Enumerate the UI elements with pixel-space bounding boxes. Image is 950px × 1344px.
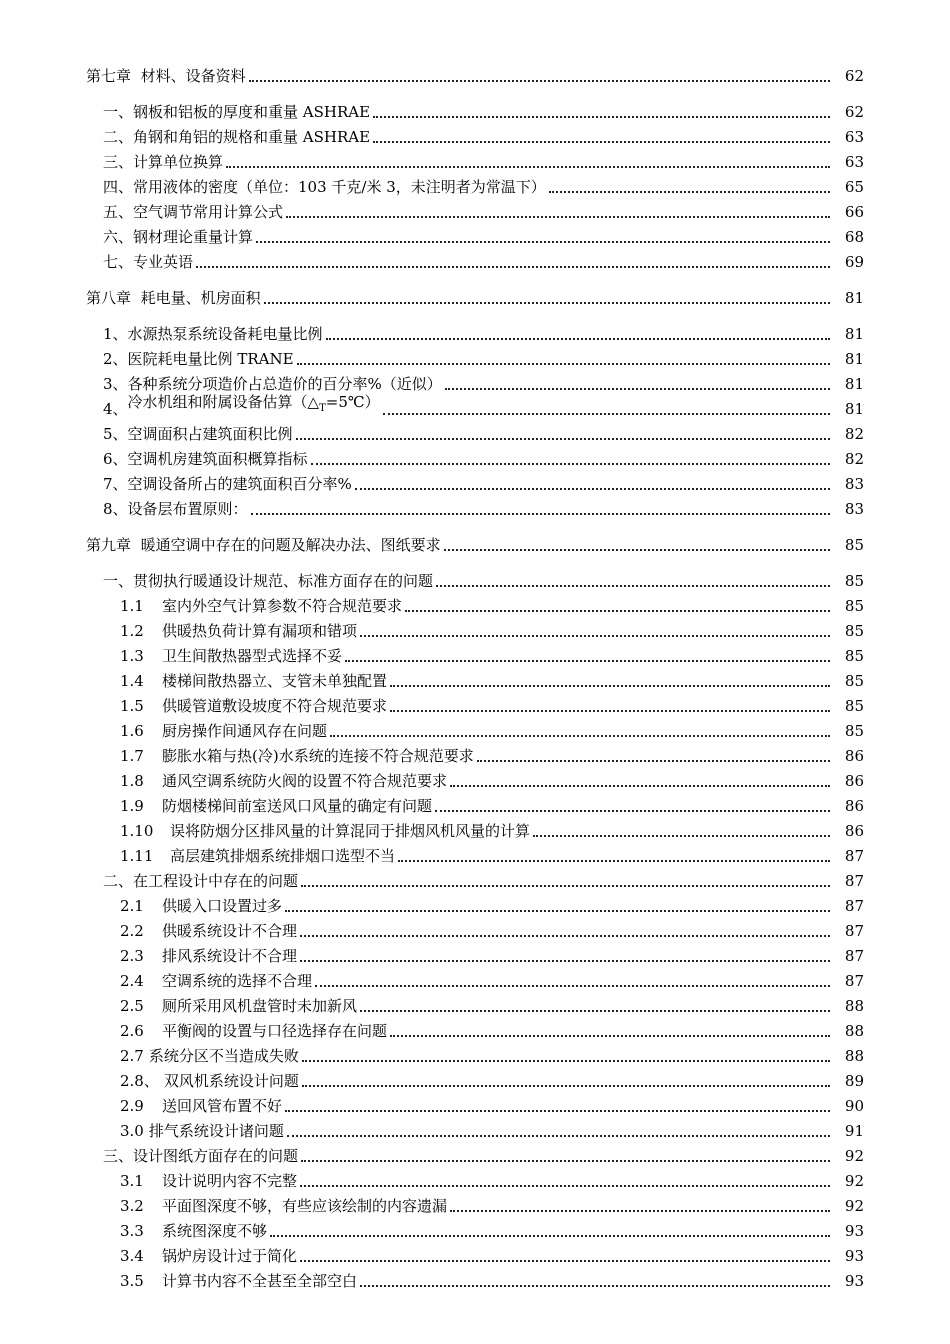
toc-entry-title-suffix: =5℃） [325,393,380,411]
dot-leader [398,860,830,862]
toc-entry-title-text: 设计说明内容不完整 [162,1172,298,1190]
dot-leader [256,241,830,243]
dot-leader [373,141,830,143]
toc-entry-title [170,847,395,865]
toc-page-number: 85 [844,622,864,640]
toc-entry-number: 2.3 [120,947,144,965]
toc-entry-number: 2.5 [120,997,144,1015]
toc-entry-number: 三、 [103,153,134,171]
toc-entry-title-text: 厨房操作间通风存在问题 [162,722,328,740]
toc-page-number: 82 [844,425,864,443]
toc-entry-title-text: 计算单位换算 [133,153,224,171]
toc-entry[interactable] [0,368,950,393]
toc-entry-number: 2、 [103,350,128,368]
toc-page-number: 83 [844,500,864,518]
toc-entry[interactable] [0,343,950,368]
toc-entry[interactable] [0,1040,950,1065]
toc-entry-title [162,1022,387,1040]
toc-entry-title-text: 耗电量、机房面积 [140,289,261,307]
toc-page-number: 82 [844,450,864,468]
toc-page-number: 85 [844,572,864,590]
dot-leader [360,1285,830,1287]
toc-entry-title-text: 送回风管布置不好 [162,1097,283,1115]
toc-page-number: 86 [844,822,864,840]
toc-page-number: 93 [844,1272,864,1290]
toc-entry-number: 3.1 [120,1172,144,1190]
toc-entry-title-text: 室内外空气计算参数不符合规范要求 [162,597,403,615]
toc-entry-title [162,1272,357,1290]
toc-entry-number: 一、 [103,572,134,590]
toc-page-number: 81 [844,400,864,418]
toc-entry-title-text: 误将防烟分区排风量的计算混同于排烟风机风量的计算 [170,822,531,840]
toc-page-number: 87 [844,922,864,940]
toc-entry[interactable] [0,740,950,765]
toc-entry-title-text: 空调面积占建筑面积比例 [127,425,293,443]
dot-leader [287,1135,830,1137]
toc-entry[interactable] [0,1190,950,1215]
dot-leader [311,463,830,465]
toc-entry-number: 一、 [103,103,134,121]
toc-entry-title [162,772,447,790]
dot-leader [226,166,830,168]
toc-entry-title-text: 锅炉房设计过于简化 [162,1247,298,1265]
toc-entry-title-text: 空调系统的选择不合理 [162,972,313,990]
toc-entry-title [128,425,293,443]
toc-page-number: 92 [844,1197,864,1215]
dot-leader [444,549,830,551]
dot-leader [390,1035,830,1037]
toc-entry-title-text: 高层建筑排烟系统排烟口选型不当 [170,847,396,865]
toc-entry-title [164,1072,299,1090]
dot-leader [251,513,830,515]
toc-entry-number: 1.3 [120,647,144,665]
dot-leader [355,488,830,490]
toc-page-number: 69 [844,253,864,271]
toc-page-number: 68 [844,228,864,246]
toc-entry-number: 2.4 [120,972,144,990]
toc-entry-title [162,1172,297,1190]
dot-leader [196,266,830,268]
toc-entry-number: 1.5 [120,697,144,715]
toc-entry-title-text: 钢材理论重量计算 [133,228,254,246]
dot-leader [330,735,830,737]
toc-entry-number: 六、 [103,228,134,246]
dot-leader [264,302,830,304]
toc-page-number: 92 [844,1147,864,1165]
dot-leader [270,1235,830,1237]
toc-entry-title [133,178,546,196]
toc-entry-number: 第七章 [86,67,132,85]
toc-entry[interactable] [0,940,950,965]
dot-leader [533,835,830,837]
toc-entry[interactable] [0,1015,950,1040]
toc-page-number: 62 [844,103,864,121]
toc-entry[interactable] [0,815,950,840]
toc-entry-title-text: 防烟楼梯间前室送风口风量的确定有问题 [162,797,433,815]
toc-entry[interactable] [0,1165,950,1190]
toc-entry-number: 4、 [103,400,128,418]
toc-entry-number: 1.8 [120,772,144,790]
toc-entry-title [141,289,261,307]
dot-leader [390,710,830,712]
dot-leader [300,1260,830,1262]
toc-entry-title-text: 厕所采用风机盘管时未加新风 [162,997,358,1015]
dot-leader [301,1160,830,1162]
toc-entry-number: 1.11 [120,847,154,865]
toc-entry[interactable] [0,1240,950,1265]
toc-entry-title [133,153,223,171]
dot-leader [383,413,830,415]
toc-entry-title [128,375,442,393]
toc-entry-title-text: 设计图纸方面存在的问题 [133,1147,299,1165]
dot-leader [445,388,830,390]
toc-page-number: 93 [844,1222,864,1240]
toc-entry-title-text: 卫生间散热器型式选择不妥 [162,647,343,665]
toc-entry-title-text: 楼梯间散热器立、支管未单独配置 [162,672,388,690]
toc-entry[interactable] [0,318,950,343]
toc-entry[interactable] [0,1090,950,1115]
dot-leader [326,338,830,340]
toc-entry[interactable] [0,565,950,590]
toc-entry-title [133,103,370,121]
dot-leader [436,585,830,587]
toc-entry-title [162,947,297,965]
toc-page-number: 87 [844,972,864,990]
toc-chapter-entry[interactable] [0,282,950,307]
toc-page-number: 85 [844,647,864,665]
toc-chapter-entry[interactable] [0,529,950,554]
toc-page-number: 87 [844,847,864,865]
toc-entry-number: 1.7 [120,747,144,765]
toc-entry-title-text: 各种系统分项造价占总造价的百分率%（近似） [127,375,442,393]
toc-page-number: 85 [844,697,864,715]
toc-entry-number: 1.2 [120,622,144,640]
toc-entry-number: 二、 [103,128,134,146]
toc-entry-number: 2.2 [120,922,144,940]
dot-leader [285,910,830,912]
toc-entry-number: 三、 [103,1147,134,1165]
toc-entry[interactable] [0,493,950,518]
toc-entry-title [128,450,308,468]
toc-page-number: 62 [844,67,864,85]
toc-entry-number: 5、 [103,425,128,443]
toc-entry-title [162,722,327,740]
toc-entry-title [133,128,370,146]
toc-entry-title-text: 供暖系统设计不合理 [162,922,298,940]
toc-entry-title-text: 角钢和角铝的规格和重量 ASHRAE [133,128,371,146]
dot-leader [297,363,830,365]
toc-page-number: 86 [844,772,864,790]
toc-page-number: 89 [844,1072,864,1090]
toc-entry-number: 2.9 [120,1097,144,1115]
toc-page-number: 81 [844,375,864,393]
toc-entry[interactable] [0,690,950,715]
toc-entry-number: 1.6 [120,722,144,740]
toc-entry[interactable] [0,890,950,915]
toc-entry-number: 1、 [103,325,128,343]
toc-entry-number: 1.4 [120,672,144,690]
toc-page-number: 91 [844,1122,864,1140]
toc-entry-title [162,622,357,640]
toc-entry-title-text: 平衡阀的设置与口径选择存在问题 [162,1022,388,1040]
toc-entry-title [162,997,357,1015]
toc-entry[interactable] [0,171,950,196]
toc-entry-number: 2.7 [120,1047,144,1065]
toc-entry-title-text: 系统分区不当造成失败 [148,1047,299,1065]
dot-leader [315,985,830,987]
toc-entry-number: 7、 [103,475,128,493]
dot-leader [296,438,830,440]
toc-entry-number: 2.6 [120,1022,144,1040]
toc-page-number: 85 [844,597,864,615]
toc-page-number: 81 [844,289,864,307]
toc-entry-title-text: 供暖管道敷设坡度不符合规范要求 [162,697,388,715]
toc-entry-title [128,350,294,368]
toc-page-number: 93 [844,1247,864,1265]
toc-entry-number: 3.0 [120,1122,144,1140]
toc-entry-number: 3.4 [120,1247,144,1265]
toc-entry-title [133,203,283,221]
toc-entry[interactable] [0,1215,950,1240]
toc-entry-title-text: 计算书内容不全甚至全部空白 [162,1272,358,1290]
toc-entry-title-text: 双风机系统设计问题 [163,1072,299,1090]
toc-entry[interactable] [0,246,950,271]
dot-leader [300,935,830,937]
toc-page-number: 87 [844,897,864,915]
toc-entry[interactable] [0,443,950,468]
dot-leader [435,810,830,812]
dot-leader [360,635,830,637]
toc-entry-title-text: 钢板和铝板的厚度和重量 ASHRAE [133,103,371,121]
toc-entry[interactable] [0,865,950,890]
dot-leader [286,216,830,218]
toc-entry-title [128,500,248,518]
toc-entry[interactable] [0,393,950,418]
toc-entry[interactable] [0,1065,950,1090]
dot-leader [390,685,830,687]
toc-page-number: 87 [844,872,864,890]
toc-entry-number: 第八章 [86,289,132,307]
toc-entry[interactable] [0,96,950,121]
toc-entry[interactable] [0,640,950,665]
dot-leader [300,1185,830,1187]
dot-leader [405,610,830,612]
toc-entry-number: 二、 [103,872,134,890]
dot-leader [249,80,830,82]
dot-leader [549,191,830,193]
toc-entry-title [162,1222,267,1240]
toc-page-number: 88 [844,1022,864,1040]
toc-entry-title-text: 空调机房建筑面积概算指标 [127,450,308,468]
toc-entry-title-text: 医院耗电量比例 TRANE [127,350,294,368]
toc-entry[interactable] [0,221,950,246]
toc-entry-title-text: 专业英语 [133,253,194,271]
toc-entry-title-text: 供暖热负荷计算有漏项和错项 [162,622,358,640]
toc-entry-title-text: 水源热泵系统设备耗电量比例 [127,325,323,343]
toc-page-number: 88 [844,997,864,1015]
dot-leader [477,760,830,762]
toc-entry[interactable] [0,590,950,615]
toc-entry-title-text: 膨胀水箱与热(冷)水系统的连接不符合规范要求 [162,747,474,765]
toc-entry-title-text: 系统图深度不够 [162,1222,268,1240]
toc-entry-number: 第九章 [86,536,132,554]
toc-page-number: 88 [844,1047,864,1065]
toc-entry-number: 3.5 [120,1272,144,1290]
toc-entry[interactable] [0,790,950,815]
toc-entry[interactable] [0,965,950,990]
toc-entry[interactable] [0,1115,950,1140]
toc-page-number: 86 [844,747,864,765]
toc-entry-title [128,325,323,343]
toc-page-number: 87 [844,947,864,965]
toc-entry-title [162,672,387,690]
toc-entry[interactable] [0,1265,950,1290]
toc-entry-number: 3、 [103,375,128,393]
toc-page-number: 83 [844,475,864,493]
dot-leader [450,1210,830,1212]
toc-entry-title [128,393,380,418]
toc-page-number: 90 [844,1097,864,1115]
table-of-contents [0,60,950,1290]
dot-leader [285,1110,830,1112]
toc-entry[interactable] [0,615,950,640]
toc-entry-title [162,922,297,940]
toc-entry-number: 6、 [103,450,128,468]
toc-entry-title [162,647,342,665]
dot-leader [373,116,830,118]
dot-leader [450,785,830,787]
toc-entry-title [162,697,387,715]
toc-entry-number: 五、 [103,203,134,221]
toc-entry-title [149,1122,284,1140]
toc-entry-number: 3.2 [120,1197,144,1215]
toc-entry-number: 2.1 [120,897,144,915]
toc-entry[interactable] [0,665,950,690]
toc-entry-title [162,1097,282,1115]
toc-entry-title-text: 设备层布置原则： [127,500,248,518]
toc-entry-title [133,253,193,271]
toc-entry-title-text: 排气系统设计诸问题 [148,1122,284,1140]
toc-page-number: 85 [844,536,864,554]
dot-leader [302,1060,830,1062]
toc-entry-title-text: 冷水机组和附属设备估算（△ [127,393,320,411]
toc-entry-title [141,536,441,554]
toc-entry-title-text: 材料、设备资料 [140,67,246,85]
toc-page-number: 92 [844,1172,864,1190]
toc-page-number: 63 [844,128,864,146]
toc-page-number: 63 [844,153,864,171]
toc-entry[interactable] [0,915,950,940]
toc-page-number: 66 [844,203,864,221]
toc-entry-number: 8、 [103,500,128,518]
toc-entry[interactable] [0,418,950,443]
toc-entry-title-text: 空调设备所占的建筑面积百分率% [127,475,352,493]
toc-chapter-entry[interactable] [0,60,950,85]
toc-entry[interactable] [0,840,950,865]
toc-entry-title [162,797,432,815]
toc-entry-title [141,67,246,85]
dot-leader [302,1085,830,1087]
toc-entry[interactable] [0,990,950,1015]
toc-entry-title [133,228,253,246]
toc-page-number: 86 [844,797,864,815]
dot-leader [300,960,830,962]
toc-page-number: 85 [844,722,864,740]
toc-entry-number: 四、 [103,178,134,196]
toc-entry[interactable] [0,715,950,740]
toc-page-number: 65 [844,178,864,196]
toc-entry-number: 1.10 [120,822,154,840]
toc-entry-title-text: 排风系统设计不合理 [162,947,298,965]
toc-entry-number: 1.1 [120,597,144,615]
toc-entry-title-text: 通风空调系统防火阀的设置不符合规范要求 [162,772,448,790]
toc-entry-title [162,1197,447,1215]
toc-entry-subscript: T [319,403,326,414]
toc-entry-title-text: 供暖入口设置过多 [162,897,283,915]
toc-page-number: 81 [844,350,864,368]
toc-entry-title-text: 贯彻执行暖通设计规范、标准方面存在的问题 [133,572,434,590]
toc-entry-title-text: 空气调节常用计算公式 [133,203,284,221]
dot-leader [301,885,830,887]
toc-entry-title-text: 在工程设计中存在的问题 [133,872,299,890]
toc-entry-title [170,822,530,840]
toc-entry-title [133,572,433,590]
toc-entry-title-text: 平面图深度不够，有些应该绘制的内容遗漏 [162,1197,448,1215]
toc-entry-title [133,1147,298,1165]
toc-entry-title [162,597,402,615]
toc-entry-title [128,475,352,493]
toc-entry-title-text: 常用液体的密度（单位：103 千克/米 3，未注明者为常温下） [133,178,546,196]
toc-entry-title [162,897,282,915]
toc-entry-title-text: 暖通空调中存在的问题及解决办法、图纸要求 [140,536,441,554]
toc-entry-title [162,747,474,765]
toc-entry-number: 3.3 [120,1222,144,1240]
toc-entry-title [149,1047,299,1065]
dot-leader [360,1010,830,1012]
toc-entry[interactable] [0,121,950,146]
toc-entry-number: 1.9 [120,797,144,815]
dot-leader [345,660,830,662]
toc-entry-title [162,972,312,990]
toc-entry-number: 2.8、 [120,1072,159,1090]
toc-entry[interactable] [0,765,950,790]
toc-entry[interactable] [0,196,950,221]
toc-entry-title [162,1247,297,1265]
toc-entry-title [133,872,298,890]
toc-entry-number: 七、 [103,253,134,271]
toc-page-number: 85 [844,672,864,690]
toc-entry[interactable] [0,146,950,171]
toc-entry[interactable] [0,1140,950,1165]
toc-page-number: 81 [844,325,864,343]
toc-entry[interactable] [0,468,950,493]
